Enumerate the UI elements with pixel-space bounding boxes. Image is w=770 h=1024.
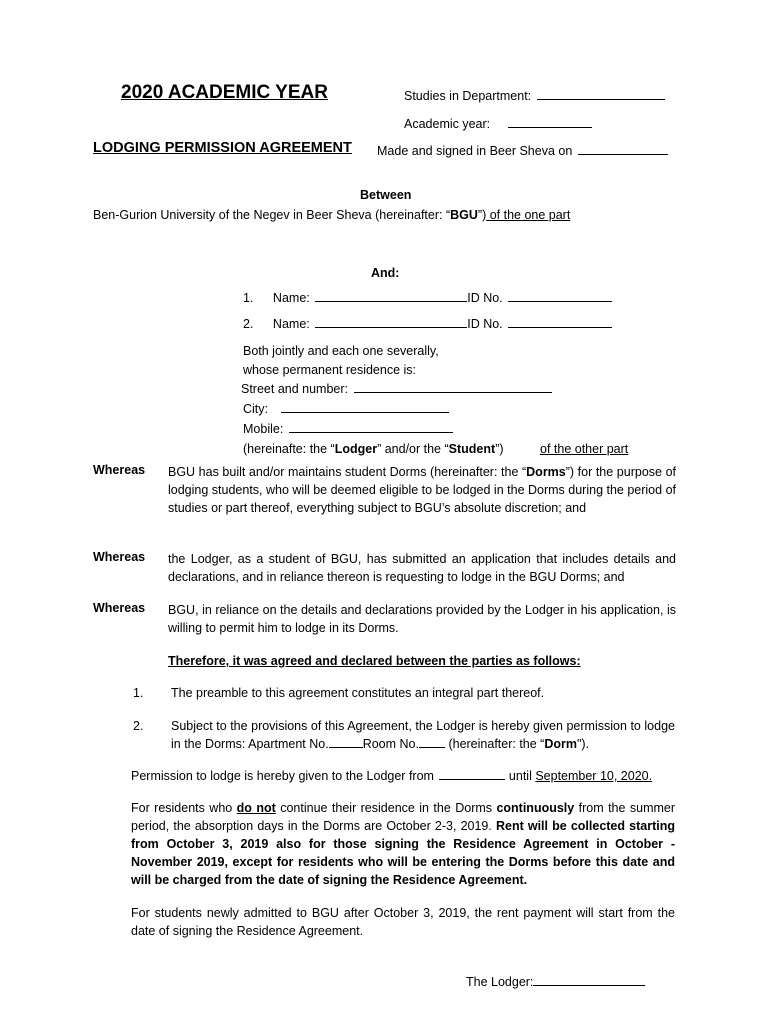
do-not-bold: do not	[236, 801, 276, 815]
residence-line: whose permanent residence is:	[243, 363, 417, 377]
continuously-bold: continuously	[496, 801, 575, 815]
id-label: ID No.	[467, 317, 503, 331]
clause-text-1: The preamble to this agreement constitutes an integral part thereof.	[171, 686, 545, 700]
city-label: City:	[243, 402, 268, 416]
id-blank-2[interactable]	[508, 315, 612, 328]
therefore-heading: Therefore, it was agreed and declared between the parties as follows:	[168, 654, 581, 668]
lodger-signature-blank[interactable]	[533, 973, 645, 986]
bgu-party-close: ”)	[477, 208, 487, 222]
street-label: Street and number:	[241, 382, 349, 396]
mobile-line	[243, 420, 453, 438]
name-blank-1[interactable]	[315, 289, 467, 302]
permission-end-date: September 10, 2020.	[535, 769, 653, 783]
dorms-bold: Dorms	[526, 465, 566, 479]
clause-2-text-b: Room No.	[362, 737, 419, 751]
whereas-text-3: BGU, in reliance on the details and declarations provided by the Lodger in his application, is willing to permit him to lodge in its Dorms.	[168, 603, 676, 635]
clause-text-2	[171, 717, 675, 753]
other-part-text: of the other part	[540, 442, 629, 456]
rent-collection-bold: Rent will be collected starting from October 3, 2019 also for those signing the Residence Agreement in October - November 2019, except for residents who will be entering the Dorms before this date and will be charged from the date of signing the Residence Agreement.	[131, 819, 675, 887]
mobile-label: Mobile:	[243, 422, 284, 436]
studies-blank[interactable]	[537, 87, 665, 100]
academic-year-line	[404, 115, 592, 133]
entry-number: 1.	[243, 291, 254, 305]
residents-t1: For residents who	[131, 801, 237, 815]
bgu-party-line	[93, 206, 570, 224]
permission-from-blank[interactable]	[439, 767, 505, 780]
street-blank[interactable]	[354, 380, 552, 393]
party-entry-2	[243, 315, 612, 333]
entry-number: 2.	[243, 317, 254, 331]
room-blank[interactable]	[419, 735, 445, 748]
lodger-bold: Lodger	[334, 442, 378, 456]
lodger-signature-label: The Lodger:	[466, 975, 534, 989]
new-students-paragraph: For students newly admitted to BGU after October 3, 2019, the rent payment will start from the date of signing the Residence Agreement.	[131, 906, 675, 938]
hereinafter-line	[243, 440, 504, 458]
whereas-text-2: the Lodger, as a student of BGU, has submitted an application that includes details and declarations, and in reliance thereon is requesting to lodge in the BGU Dorms; and	[168, 552, 676, 584]
academic-year-title: 2020 ACADEMIC YEAR	[121, 82, 328, 103]
hereinafter-mid: ” and/or the “	[377, 442, 449, 456]
clause-number-1: 1.	[133, 686, 144, 700]
bgu-bold: BGU	[450, 208, 478, 222]
hereinafter-close: ”)	[495, 442, 504, 456]
clause-2-text-c: (hereinafter: the “	[444, 737, 545, 751]
name-label: Name:	[272, 291, 310, 305]
between-heading: Between	[360, 188, 412, 202]
made-signed-line	[377, 142, 668, 160]
party-entry-1	[243, 289, 612, 307]
residents-t3: continue their residence in the Dorms	[275, 801, 497, 815]
student-bold: Student	[448, 442, 496, 456]
whereas-1-pre: BGU has built and/or maintains student Dorms (hereinafter: the “	[168, 465, 527, 479]
residents-t5: from the summer period, the absorption days in the Dorms are October 2-3, 2019.	[131, 801, 676, 833]
clause-2-text-d: ").	[577, 737, 590, 751]
mobile-blank[interactable]	[289, 420, 453, 433]
dorm-bold: Dorm	[544, 737, 577, 751]
city-blank[interactable]	[281, 400, 449, 413]
name-blank-2[interactable]	[315, 315, 467, 328]
permission-text: Permission to lodge is hereby given to the Lodger from	[131, 769, 434, 783]
whereas-label-3: Whereas	[93, 601, 146, 615]
residents-paragraph	[131, 799, 675, 889]
made-signed-label: Made and signed in Beer Sheva on	[377, 144, 573, 158]
id-label: ID No.	[467, 291, 503, 305]
clause-2-text-a: Subject to the provisions of this Agreement, the Lodger is hereby given permission to lodge in the Dorms: Apartment No.	[171, 719, 675, 751]
permission-until: until	[505, 769, 536, 783]
jointly-line: Both jointly and each one severally,	[243, 344, 439, 358]
agreement-title: LODGING PERMISSION AGREEMENT	[93, 140, 352, 156]
whereas-text-1	[168, 463, 676, 517]
studies-label: Studies in Department:	[404, 89, 532, 103]
apartment-blank[interactable]	[329, 735, 363, 748]
one-part-text: of the one part	[486, 208, 571, 222]
permission-line	[131, 767, 652, 785]
and-heading: And:	[371, 266, 400, 280]
made-signed-blank[interactable]	[578, 142, 668, 155]
bgu-party-text: Ben-Gurion University of the Negev in Beer Sheva (hereinafter: “	[93, 208, 451, 222]
signature-line	[466, 973, 645, 991]
whereas-1-post: ”) for the purpose of lodging students, who will be deemed eligible to be lodged in the Dorms during the period of studies or part thereof, everything subject to BGU’s absolute discretion; and	[168, 465, 676, 515]
hereinafter-text: (hereinafte: the “	[243, 442, 335, 456]
name-label: Name:	[272, 317, 310, 331]
city-line	[243, 400, 449, 418]
id-blank-1[interactable]	[508, 289, 612, 302]
street-line	[241, 380, 552, 398]
clause-number-2: 2.	[133, 719, 144, 733]
whereas-label-2: Whereas	[93, 550, 146, 564]
studies-department-line	[404, 87, 665, 105]
whereas-label-1: Whereas	[93, 463, 146, 477]
academic-year-label: Academic year:	[404, 117, 491, 131]
academic-year-blank[interactable]	[508, 115, 592, 128]
